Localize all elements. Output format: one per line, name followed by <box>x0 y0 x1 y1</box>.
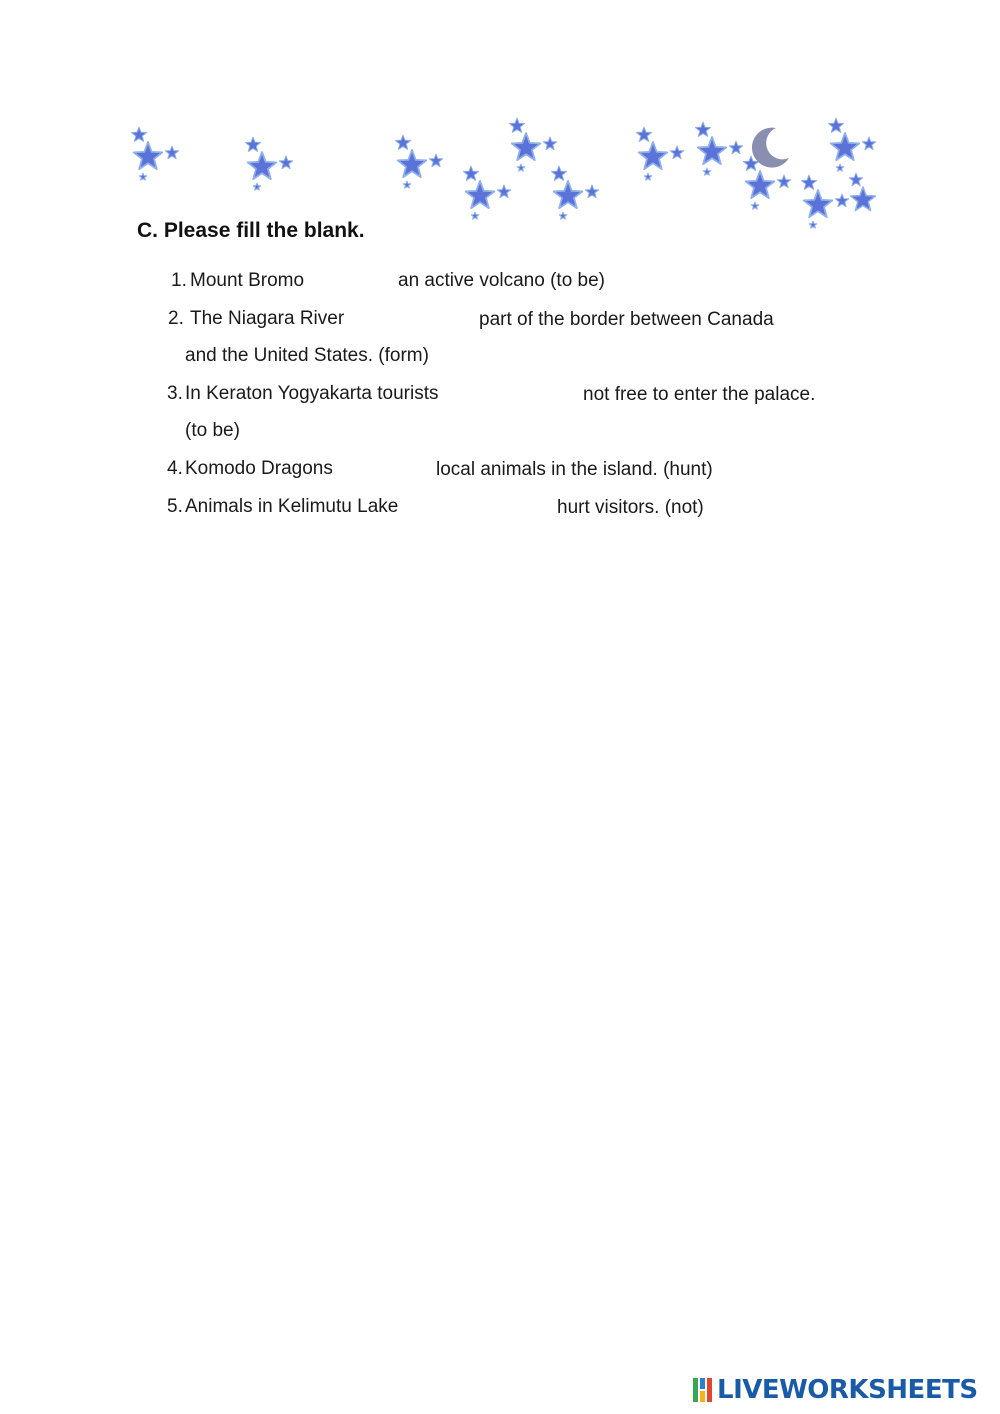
item-3-text-after: not free to enter the palace. <box>583 384 816 405</box>
star-icon <box>804 190 833 217</box>
item-3-text-continued: (to be) <box>185 420 240 441</box>
star-icon <box>279 156 292 169</box>
star-icon <box>777 175 790 188</box>
item-1-number: 1. <box>171 270 187 291</box>
star-icon <box>751 202 759 209</box>
item-4-number: 4. <box>167 458 183 479</box>
item-5-text-before: Animals in Kelimutu Lake <box>185 496 399 517</box>
star-icon <box>851 187 876 211</box>
star-icon <box>512 133 541 160</box>
item-4-text-before: Komodo Dragons <box>185 458 333 479</box>
item-4-answer-input[interactable] <box>359 456 435 485</box>
star-icon <box>670 146 683 159</box>
star-icon <box>543 137 556 150</box>
star-icon <box>131 127 146 142</box>
star-icon <box>862 137 875 150</box>
item-2-text-before: The Niagara River <box>190 308 345 329</box>
star-icon <box>698 137 727 164</box>
star-icon <box>253 183 261 190</box>
star-icon <box>559 212 567 219</box>
star-icon <box>463 166 478 181</box>
star-icon <box>403 181 411 188</box>
item-1-text-after: an active volcano (to be) <box>398 270 606 291</box>
item-5-number: 5. <box>167 496 183 517</box>
item-3-answer-input[interactable] <box>481 381 582 410</box>
stars-and-moon-icon <box>0 0 1000 240</box>
item-5-answer-input[interactable] <box>429 494 556 523</box>
liveworksheets-logo-icon <box>692 1377 714 1403</box>
star-icon <box>517 164 525 171</box>
star-icon <box>497 185 510 198</box>
star-icon <box>801 175 816 190</box>
star-icon <box>835 194 848 207</box>
star-icon <box>746 171 775 198</box>
item-2-text-after: part of the border between Canada <box>479 309 774 330</box>
star-icon <box>248 152 277 179</box>
star-icon <box>466 181 495 208</box>
item-2-answer-input[interactable] <box>366 306 478 335</box>
star-icon <box>831 133 860 160</box>
star-icon <box>828 118 843 133</box>
star-icon <box>134 142 163 169</box>
star-icon <box>551 166 566 181</box>
item-3-text-before: In Keraton Yogyakarta tourists <box>185 383 439 404</box>
star-icon <box>395 135 410 150</box>
star-icon <box>165 146 178 159</box>
star-icon <box>849 173 862 186</box>
item-1-text-before: Mount Bromo <box>190 270 305 291</box>
star-icon <box>636 127 651 142</box>
star-icon <box>554 181 583 208</box>
star-icon <box>509 118 524 133</box>
star-icon <box>703 168 711 175</box>
star-icon <box>809 221 817 228</box>
star-icon <box>139 173 147 180</box>
star-icon <box>585 185 598 198</box>
item-3-number: 3. <box>167 383 183 404</box>
star-icon <box>836 164 844 171</box>
section-heading: C. Please fill the blank. <box>137 219 365 242</box>
item-2-number: 2. <box>168 308 184 329</box>
star-icon <box>639 142 668 169</box>
star-icon <box>429 154 442 167</box>
star-icon <box>644 173 652 180</box>
star-icon <box>398 150 427 177</box>
liveworksheets-logo <box>692 1373 978 1407</box>
star-icon <box>695 122 710 137</box>
star-icon <box>729 141 742 154</box>
star-icon <box>245 137 260 152</box>
item-5-text-after: hurt visitors. (not) <box>557 497 704 518</box>
liveworksheets-brand-text: LIVEWORKSHEETS <box>717 1375 978 1405</box>
item-2-text-continued: and the United States. (form) <box>185 345 429 366</box>
item-4-text-after: local animals in the island. (hunt) <box>436 459 713 480</box>
item-1-answer-input[interactable] <box>325 267 397 296</box>
star-icon <box>471 212 479 219</box>
